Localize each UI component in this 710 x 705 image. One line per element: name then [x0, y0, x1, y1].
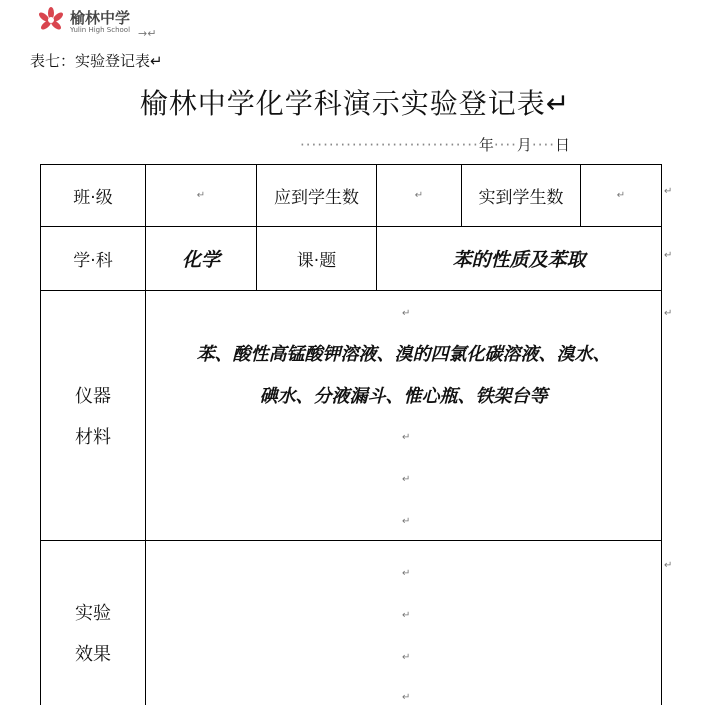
- subject-label: 学·科: [73, 251, 113, 271]
- expected-students-cell[interactable]: ↵: [414, 190, 424, 201]
- materials-line-2[interactable]: 碘水、分液漏斗、惟心瓶、铁架台等: [259, 386, 548, 407]
- topic-label: 课·题: [296, 251, 337, 271]
- tab-mark: →↵: [138, 27, 157, 40]
- actual-students-label: 实到学生数: [478, 188, 564, 208]
- actual-students-cell[interactable]: ↵: [616, 190, 626, 201]
- date-line: ·······························年····月····日: [300, 136, 571, 154]
- school-name-en: Yulin High School: [70, 26, 131, 34]
- class-value-cell[interactable]: ↵: [196, 190, 206, 201]
- materials-line-1[interactable]: 苯、酸性高锰酸钾溶液、溴的四氯化碳溶液、溴水、: [196, 344, 611, 365]
- month-label: 月: [516, 136, 532, 154]
- school-name: 榆林中学: [70, 9, 131, 27]
- materials-label: 仪器 材料: [75, 386, 111, 448]
- expected-students-label: 应到学生数: [274, 188, 359, 208]
- class-label: 班·级: [73, 188, 113, 208]
- year-label: 年: [478, 136, 494, 154]
- topic-value[interactable]: 苯的性质及苯取: [452, 249, 586, 271]
- day-label: 日: [555, 136, 571, 154]
- flower-logo-icon: [36, 6, 66, 34]
- table-label: 表七：实验登记表↵: [30, 52, 163, 70]
- document-title: 榆林中学化学科演示实验登记表↵: [139, 87, 571, 120]
- effect-label: 实验 效果: [75, 603, 111, 665]
- subject-value[interactable]: 化学: [181, 249, 220, 271]
